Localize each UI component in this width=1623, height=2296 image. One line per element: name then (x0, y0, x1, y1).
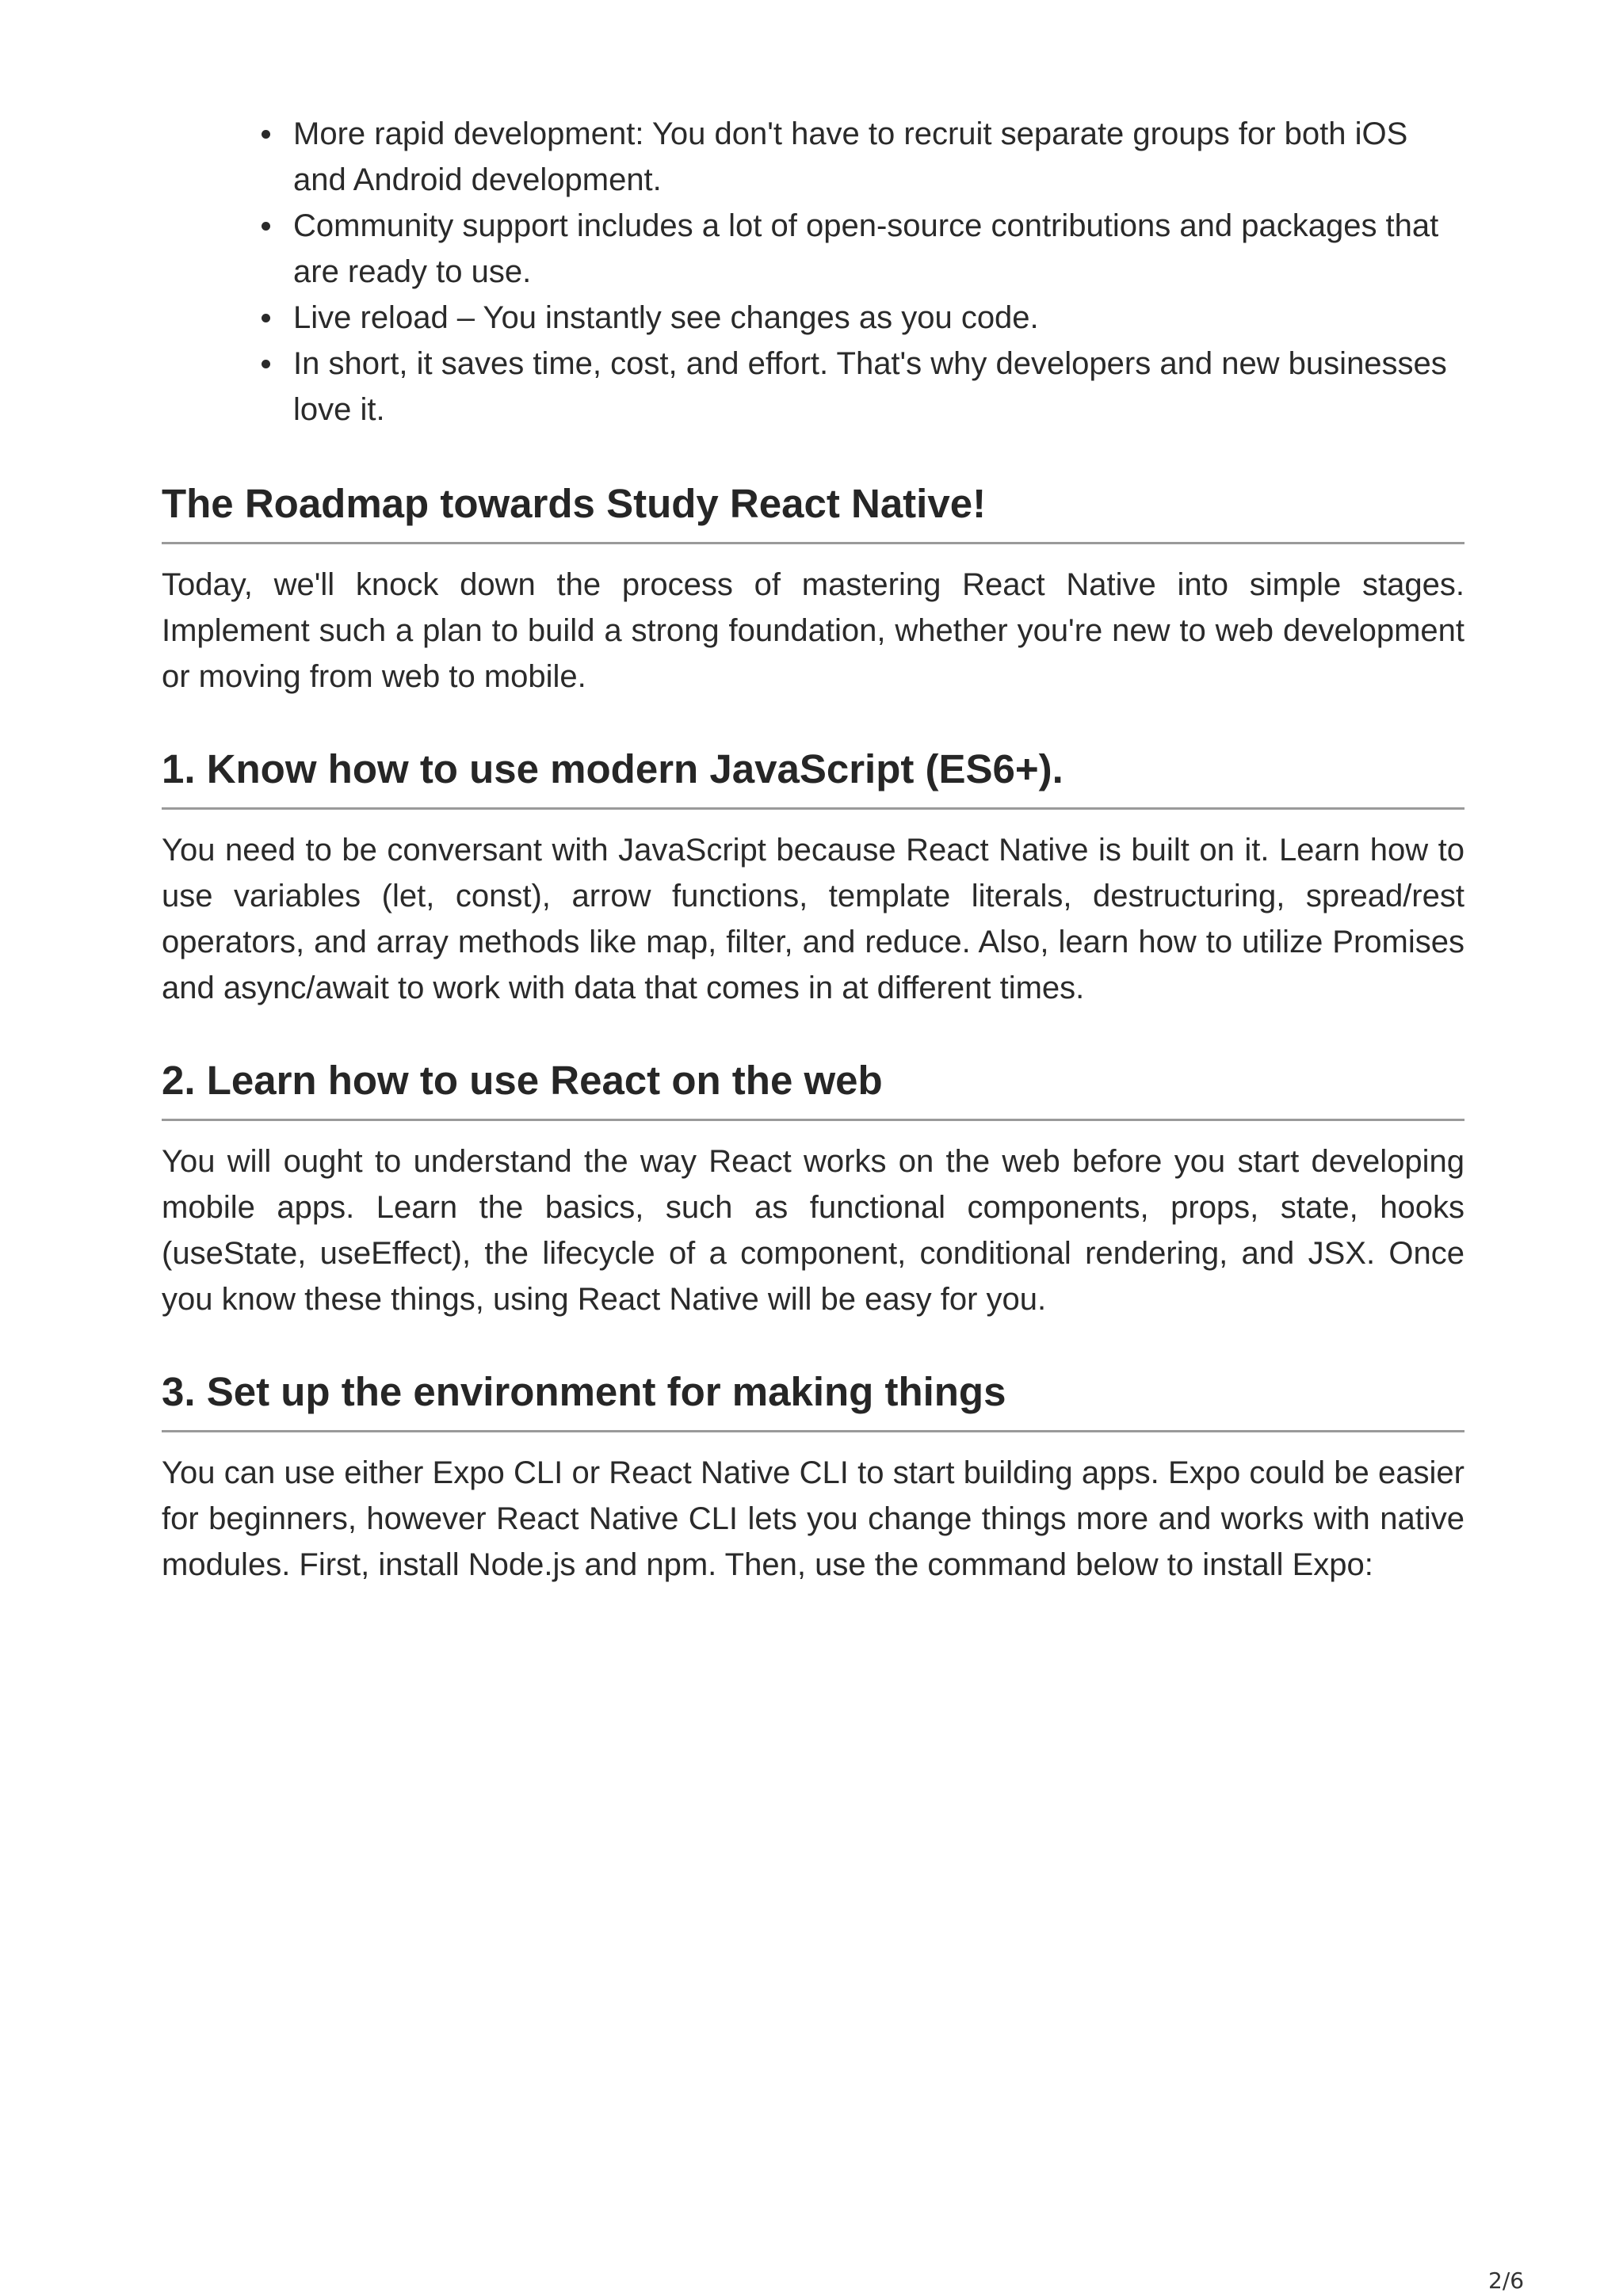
section-body: Today, we'll knock down the process of mastering React Native into simple stages. Implement such a plan to build a strong foundation, whether you're new to web development or moving from web to mobile. (162, 567, 1465, 694)
section-body: You need to be conversant with JavaScript because React Native is built on it. Learn how to use variables (let, const), arrow functions, template literals, destructuring, spread/rest operators, and array methods like map, filter, and reduce. Also, learn how to utilize Promises and async/await to work with data that comes in at different times. (162, 833, 1465, 1005)
section-javascript (162, 744, 1465, 1011)
bullet-icon (262, 130, 270, 139)
list-item-text: More rapid development: You don't have to recruit separate groups for both iOS and Android development. (293, 116, 1408, 197)
list-item (293, 203, 1465, 295)
list-item-text: Community support includes a lot of open-source contributions and packages that are ready to use. (293, 208, 1439, 289)
page-content (162, 111, 1465, 1588)
page-number: 2/6 (1488, 2267, 1525, 2294)
list-item (293, 295, 1465, 341)
section-react-web (162, 1055, 1465, 1322)
bullet-icon (262, 360, 270, 368)
section-roadmap (162, 479, 1465, 700)
list-item (293, 111, 1465, 203)
benefits-list (162, 111, 1465, 433)
section-heading: 2. Learn how to use React on the web (162, 1055, 1465, 1121)
list-item (293, 341, 1465, 433)
list-item-text: Live reload – You instantly see changes as you code. (293, 300, 1039, 335)
section-body: You can use either Expo CLI or React Native CLI to start building apps. Expo could be easier for beginners, however React Native CLI lets you change things more and works with native modules. First, install Node.js and npm. Then, use the command below to install Expo: (162, 1455, 1465, 1582)
section-body: You will ought to understand the way React works on the web before you start developing mobile apps. Learn the basics, such as functional components, props, state, hooks (useState, useEffect), the lifecycle of a component, conditional rendering, and JSX. Once you know these things, using React Native will be easy for you. (162, 1144, 1465, 1317)
list-item-text: In short, it saves time, cost, and effort. That's why developers and new businesses love it. (293, 346, 1447, 427)
section-heading: 1. Know how to use modern JavaScript (ES6+). (162, 744, 1465, 810)
section-heading: 3. Set up the environment for making things (162, 1367, 1465, 1432)
bullet-icon (262, 314, 270, 322)
section-environment (162, 1367, 1465, 1588)
bullet-icon (262, 222, 270, 231)
section-heading: The Roadmap towards Study React Native! (162, 479, 1465, 544)
